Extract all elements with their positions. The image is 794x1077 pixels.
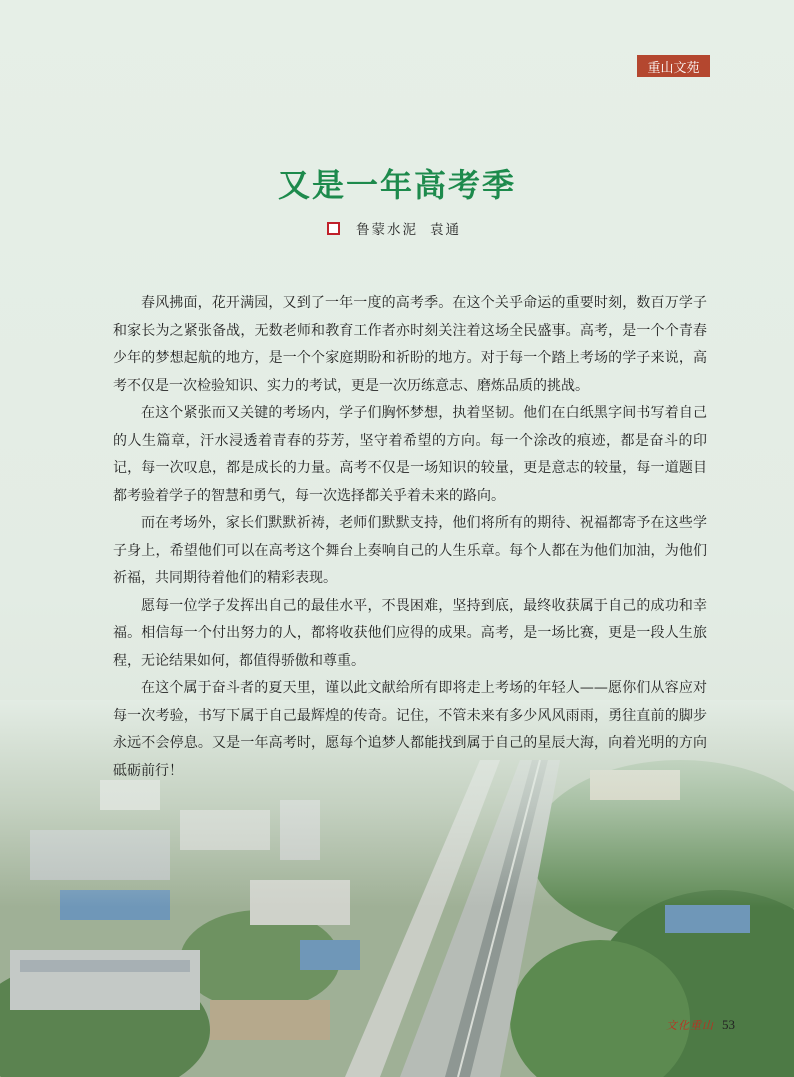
author-line (0, 218, 794, 238)
magazine-logo: 文化重山 (666, 1019, 714, 1032)
paragraph: 在这个属于奋斗者的夏天里，谨以此文献给所有即将走上考场的年轻人——愿你们从容应对每一次考验，书写下属于自己最辉煌的传奇。记住，不管未来有多少风风雨雨，勇往直前的脚步永远不会停息。又是一年高考时，愿每个追梦人都能找到属于自己的星辰大海，向着光明的方向砥砺前行！ (113, 680, 707, 779)
article-title: 又是一年高考季 (277, 166, 516, 204)
author-name: 鲁蒙水泥 (356, 222, 418, 238)
paragraph: 春风拂面，花开满园，又到了一年一度的高考季。在这个关乎命运的重要时刻，数百万学子和家长为之紧张备战，无数老师和教育工作者亦时刻关注着这场全民盛事。高考，是一个个青春少年的梦想起航的地方，是一个个家庭期盼和祈盼的地方。对于每一个踏上考场的学子来说，高考不仅是一次检验知识、实力的考试，更是一次历练意志、磨炼品质的挑战。 (113, 295, 707, 394)
page-number: 53 (722, 1017, 735, 1032)
section-tag: 重山文苑 (637, 55, 710, 77)
paragraph: 而在考场外，家长们默默祈祷，老师们默默支持，他们将所有的期待、祝福都寄予在这些学子身上，希望他们可以在高考这个舞台上奏响自己的人生乐章。每个人都在为他们加油，为他们祈福，共同期待着他们的精彩表现。 (113, 515, 707, 586)
paragraph: 愿每一位学子发挥出自己的最佳水平，不畏困难，坚持到底，最终收获属于自己的成功和幸福。相信每一个付出努力的人，都将收获他们应得的成果。高考，是一场比赛，更是一段人生旅程，无论结果如何，都值得骄傲和尊重。 (113, 597, 707, 669)
page-footer (666, 1017, 735, 1033)
square-bullet-icon (327, 222, 340, 235)
article-body (113, 290, 707, 785)
author-name: 袁通 (430, 222, 461, 238)
paragraph: 在这个紧张而又关键的考场内，学子们胸怀梦想，执着坚韧。他们在白纸黑字间书写着自己的人生篇章，汗水浸透着青春的芬芳，坚守着希望的方向。每一个涂改的痕迹，都是奋斗的印记，每一次叹息，都是成长的力量。高考不仅是一场知识的较量，更是意志的较量，每一道题目都考验着学子的智慧和勇气，每一次选择都关乎着未来的路向。 (113, 405, 707, 504)
